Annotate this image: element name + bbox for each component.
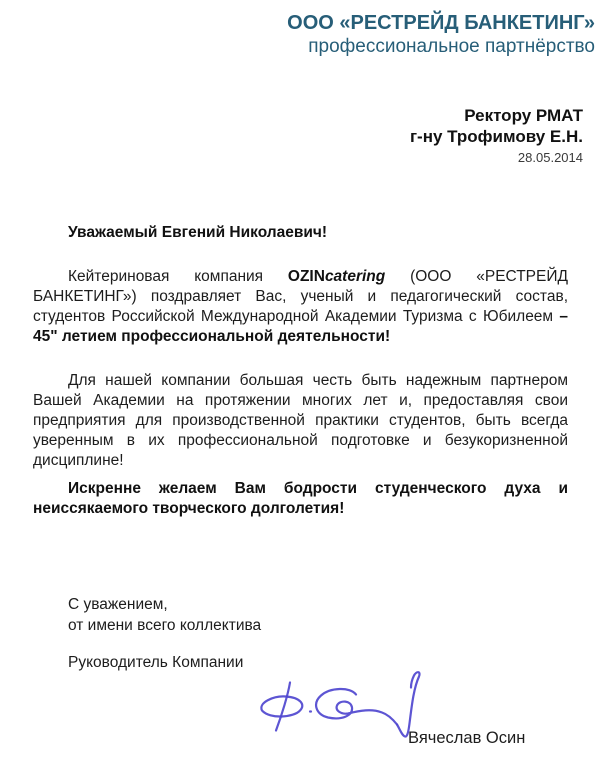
paragraph-wishes: Искренне желаем Вам бодрости студенческого духа и неиссякаемого творческого долголетия! [33, 480, 568, 517]
brand-ozin: OZIN [287, 268, 325, 285]
brand-catering: catering [324, 268, 386, 285]
paragraph-congratulation [33, 267, 568, 347]
p1-text-start: Кейтериновая компания [68, 268, 288, 285]
recipient-block [410, 105, 583, 166]
recipient-title: Ректору РМАТ [464, 106, 583, 125]
paragraph-partnership: Для нашей компании большая честь быть надежным партнером Вашей Академии на протяжении многих лет и, предоставляя свои предприятия для производственной практики студентов, быть всегда уверенным в их профессиональной подготовке и безукоризненной дисциплине! [33, 372, 568, 469]
company-subtitle: профессиональное партнёрство [308, 36, 595, 57]
letterhead [287, 11, 595, 58]
signoff-collective: от имени всего коллектива [68, 617, 262, 634]
letter-date: 28.05.2014 [517, 150, 583, 165]
company-name: ООО «РЕСТРЕЙД БАНКЕТИНГ» [287, 12, 595, 34]
recipient-name: г-ну Трофимову Е.Н. [409, 127, 583, 146]
p1-text-mid: (ООО «РЕСТРЕЙД БАНКЕТИНГ») поздравляет Вас, ученый и педагогический состав, студентов Российской Международной Академии Туризма с Юбилеем [33, 268, 568, 325]
signoff-block [68, 594, 261, 673]
signer-name: Вячеслав Осин [408, 729, 526, 747]
signoff-regards: С уважением, [68, 596, 168, 613]
p1-anniversary-bold: – 45" летием профессиональной деятельности! [33, 308, 568, 345]
salutation: Уважаемый Евгений Николаевич! [68, 224, 328, 241]
signoff-role: Руководитель Компании [68, 654, 244, 671]
